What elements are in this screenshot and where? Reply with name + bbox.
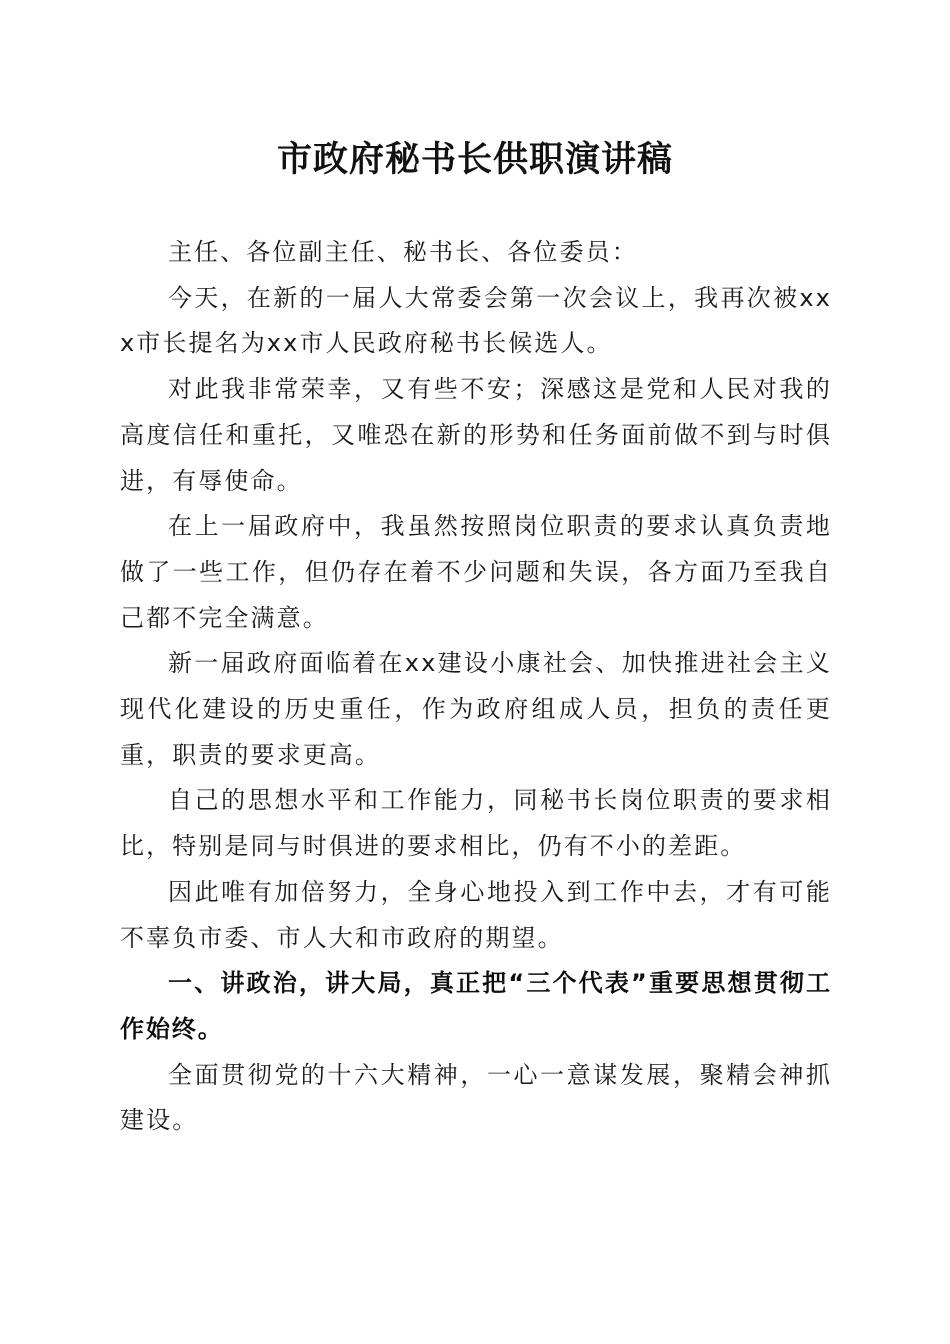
body-paragraph: 对此我非常荣幸，又有些不安；深感这是党和人民对我的高度信任和重托，又唯恐在新的形势和任务面前做不到与时俱进，有辱使命。: [120, 375, 832, 495]
body-paragraph: 新一届政府面临着在xx建设小康社会、加快推进社会主义现代化建设的历史重任，作为政府组成人员，担负的责任更重，职责的要求更高。: [120, 649, 832, 769]
body-paragraph: 在上一届政府中，我虽然按照岗位职责的要求认真负责地做了一些工作，但仍存在着不少问题和失误，各方面乃至我自己都不完全满意。: [120, 512, 832, 632]
document-title: 市政府秘书长供职演讲稿: [276, 139, 673, 180]
document-body: [120, 230, 832, 1144]
section-heading: 一、讲政治，讲大局，真正把“三个代表”重要思想贯彻工作始终。: [120, 969, 832, 1043]
salutation-paragraph: 主任、各位副主任、秘书长、各位委员：: [168, 238, 638, 266]
body-paragraph: 自己的思想水平和工作能力，同秘书长岗位职责的要求相比，特别是同与时俱进的要求相比，仍有不小的差距。: [120, 786, 832, 861]
body-paragraph: 全面贯彻党的十六大精神，一心一意谋发展，聚精会神抓建设。: [120, 1060, 832, 1135]
body-paragraph: 今天，在新的一届人大常委会第一次会议上，我再次被xxx市长提名为xx市人民政府秘书长候选人。: [120, 283, 832, 358]
body-paragraph: 因此唯有加倍努力，全身心地投入到工作中去，才有可能不辜负市委、市人大和市政府的期望。: [120, 877, 832, 952]
